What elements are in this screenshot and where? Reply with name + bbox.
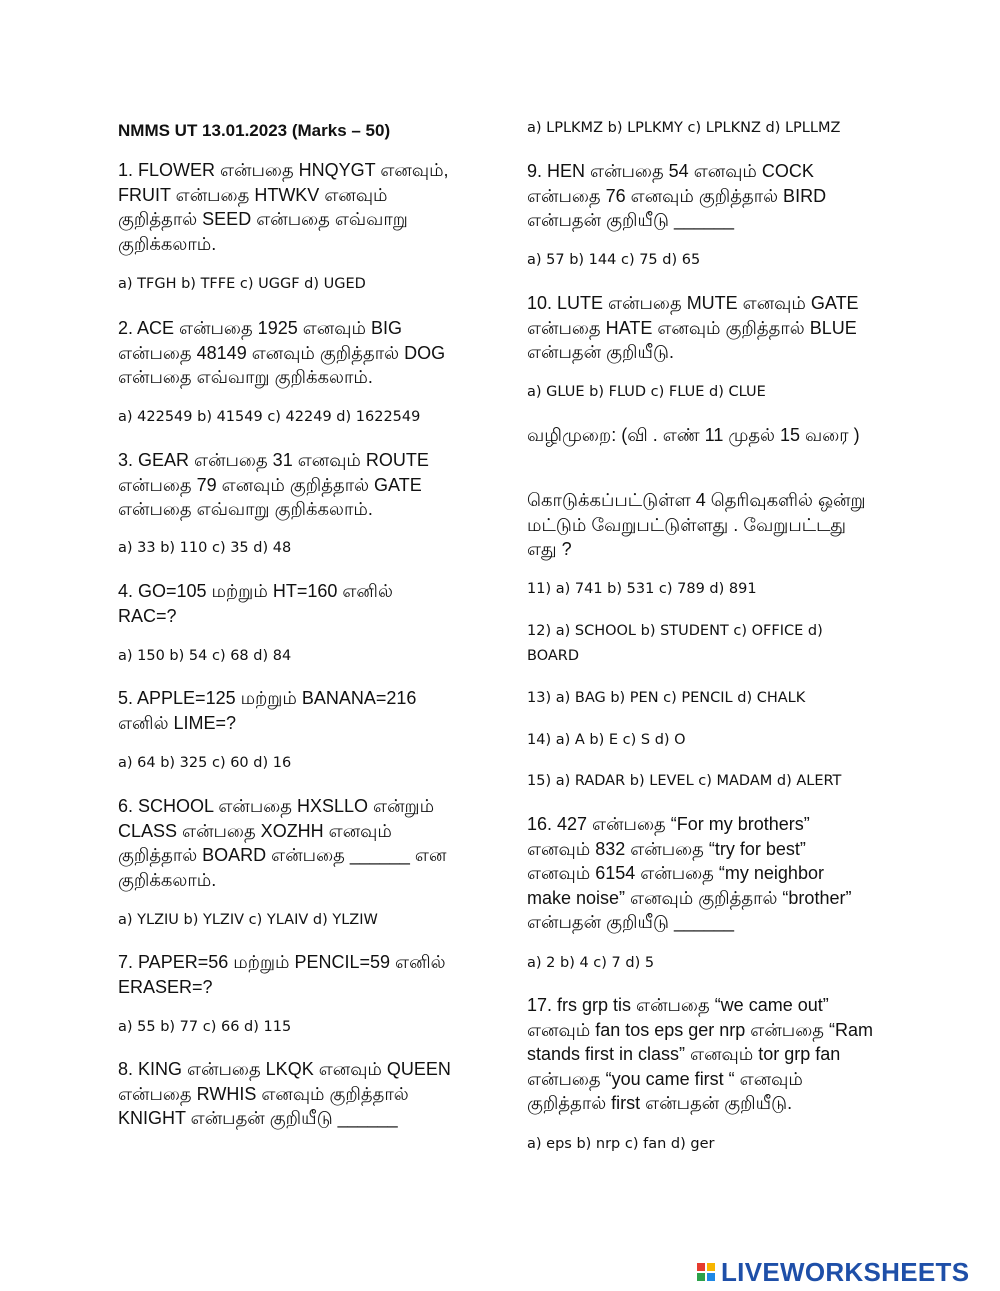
worksheet-title: NMMS UT 13.01.2023 (Marks – 50) — [118, 121, 391, 140]
question-8-options: a) LPLKMZ b) LPLKMY c) LPLKNZ d) LPLLMZ — [527, 120, 841, 136]
question-13-options: 13) a) BAG b) PEN c) PENCIL d) CHALK — [527, 690, 806, 706]
question-14-options: 14) a) A b) E c) S d) O — [527, 732, 686, 748]
question-5-text: 5. APPLE=125 மற்றும் BANANA=216 எனில் LIME=? — [118, 688, 417, 733]
question-16-options: a) 2 b) 4 c) 7 d) 5 — [527, 955, 655, 971]
question-1-options: a) TFGH b) TFFE c) UGGF d) UGED — [118, 276, 366, 292]
question-10-options: a) GLUE b) FLUD c) FLUE d) CLUE — [527, 384, 766, 400]
question-17-text: 17. frs grp tis என்பதை “we came out” எனவும் fan tos eps ger nrp என்பதை “Ram stands first in class” எனவும் tor grp fan என்பதை “you came first “ எனவும் குறித்தால் first என்பதன் குறியீடு. — [527, 995, 873, 1113]
question-2-text: 2. ACE என்பதை 1925 எனவும் BIG என்பதை 48149 எனவும் குறித்தால் DOG என்பதை எவ்வாறு குறிக்கலாம். — [118, 318, 446, 387]
question-3-options: a) 33 b) 110 c) 35 d) 48 — [118, 540, 292, 556]
question-9-options: a) 57 b) 144 c) 75 d) 65 — [527, 252, 701, 268]
question-6-text: 6. SCHOOL என்பதை HXSLLO என்றும் CLASS என்பதை XOZHH எனவும் குறித்தால் BOARD என்பதை ______ என குறிக்கலாம். — [118, 796, 447, 890]
question-7-text: 7. PAPER=56 மற்றும் PENCIL=59 எனில் ERASER=? — [118, 952, 446, 997]
question-7-options: a) 55 b) 77 c) 66 d) 115 — [118, 1019, 292, 1035]
question-9-text: 9. HEN என்பதை 54 எனவும் COCK என்பதை 76 எனவும் குறித்தால் BIRD என்பதன் குறியீடு ______ — [527, 161, 827, 230]
question-4-text: 4. GO=105 மற்றும் HT=160 எனில் RAC=? — [118, 581, 393, 626]
instruction-text: கொடுக்கப்பட்டுள்ள 4 தெரிவுகளில் ஒன்று மட்டும் வேறுபட்டுள்ளது . வேறுபட்டது எது ? — [527, 490, 866, 559]
logo-mark-icon — [697, 1263, 715, 1281]
question-5-options: a) 64 b) 325 c) 60 d) 16 — [118, 755, 292, 771]
question-17-options: a) eps b) nrp c) fan d) ger — [527, 1136, 715, 1152]
liveworksheets-logo — [697, 1257, 969, 1287]
question-1-text: 1. FLOWER என்பதை HNQYGT எனவும், FRUIT என்பதை HTWKV எனவும் குறித்தால் SEED என்பதை எவ்வாறு குறிக்கலாம். — [118, 160, 449, 254]
instruction-heading: வழிமுறை: (வி . எண் 11 முதல் 15 வரை ) — [527, 425, 860, 445]
question-8-text: 8. KING என்பதை LKQK எனவும் QUEEN என்பதை RWHIS எனவும் குறித்தால் KNIGHT என்பதன் குறியீடு ______ — [118, 1059, 451, 1128]
question-6-options: a) YLZIU b) YLZIV c) YLAIV d) YLZIW — [118, 912, 378, 928]
question-4-options: a) 150 b) 54 c) 68 d) 84 — [118, 648, 292, 664]
question-3-text: 3. GEAR என்பதை 31 எனவும் ROUTE என்பதை 79 எனவும் குறித்தால் GATE என்பதை எவ்வாறு குறிக்கலாம். — [118, 450, 429, 519]
question-16-text: 16. 427 என்பதை “For my brothers” எனவும் 832 என்பதை “try for best” எனவும் 6154 என்பதை “my neighbor make noise” எனவும் குறித்தால் “brother” என்பதன் குறியீடு ______ — [527, 814, 852, 932]
logo-text: LIVEWORKSHEETS — [721, 1256, 970, 1287]
question-10-text: 10. LUTE என்பதை MUTE எனவும் GATE என்பதை HATE எனவும் குறித்தால் BLUE என்பதன் குறியீடு. — [527, 293, 859, 362]
question-12-options: 12) a) SCHOOL b) STUDENT c) OFFICE d) BOARD — [527, 623, 823, 664]
question-2-options: a) 422549 b) 41549 c) 42249 d) 1622549 — [118, 409, 421, 425]
question-15-options: 15) a) RADAR b) LEVEL c) MADAM d) ALERT — [527, 773, 842, 789]
question-11-options: 11) a) 741 b) 531 c) 789 d) 891 — [527, 581, 757, 597]
